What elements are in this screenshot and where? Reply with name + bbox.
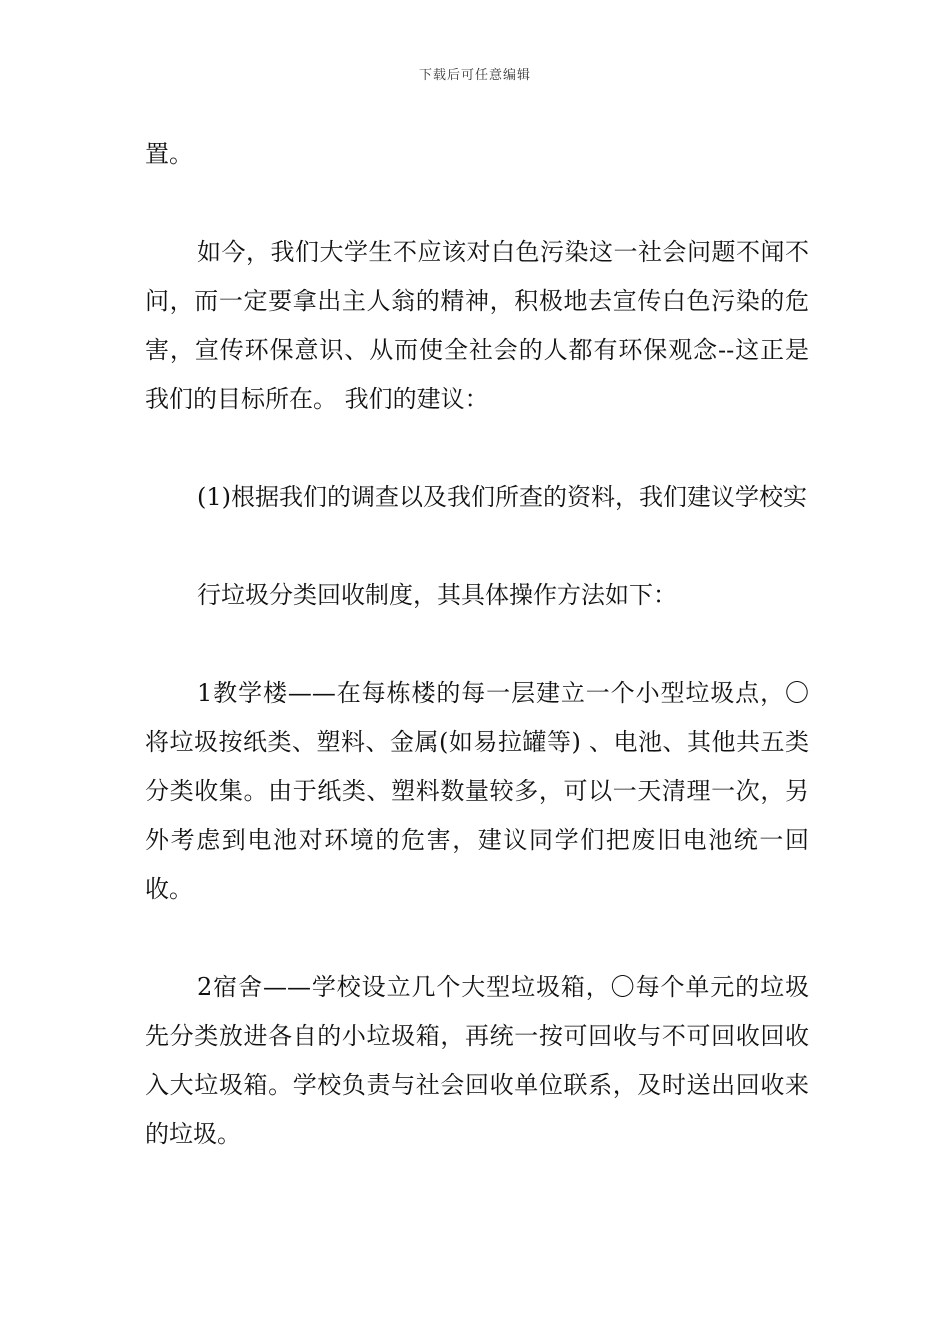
paragraph-suggestion-1: (1)根据我们的调查以及我们所查的资料，我们建议学校实 bbox=[197, 483, 807, 511]
page-header: 下载后可任意编辑 bbox=[418, 68, 531, 83]
paragraph-gap bbox=[145, 620, 809, 669]
paragraph-intro: 如今，我们大学生不应该对白色污染这一社会问题不闻不问，而一定要拿出主人翁的精神，积极地去宣传白色污染的危害，宣传环保意识、从而使全社会的人都有环保观念--这正是我们的目标所在。 我们的建议： bbox=[145, 238, 809, 413]
paragraph-method-intro: 行垃圾分类回收制度，其具体操作方法如下： bbox=[197, 581, 677, 609]
paragraph-gap bbox=[145, 424, 809, 473]
paragraph-gap bbox=[145, 179, 809, 228]
paragraph-gap bbox=[145, 914, 809, 963]
paragraph-gap bbox=[145, 522, 809, 571]
paragraph-continuation: 置。 bbox=[145, 140, 193, 168]
paragraph-teaching-building: 1教学楼——在每栋楼的每一层建立一个小型垃圾点，〇将垃圾按纸类、塑料、金属(如易拉罐等) 、电池、其他共五类分类收集。由于纸类、塑料数量较多，可以一天清理一次，另外考虑到电池对环境的危害，建议同学们把废旧电池统一回收。 bbox=[145, 679, 809, 903]
paragraph-dormitory: 2宿舍——学校设立几个大型垃圾箱，〇每个单元的垃圾先分类放进各自的小垃圾箱，再统一按可回收与不可回收回收入大垃圾箱。学校负责与社会回收单位联系，及时送出回收来的垃圾。 bbox=[145, 973, 809, 1148]
document-body bbox=[145, 130, 809, 1159]
